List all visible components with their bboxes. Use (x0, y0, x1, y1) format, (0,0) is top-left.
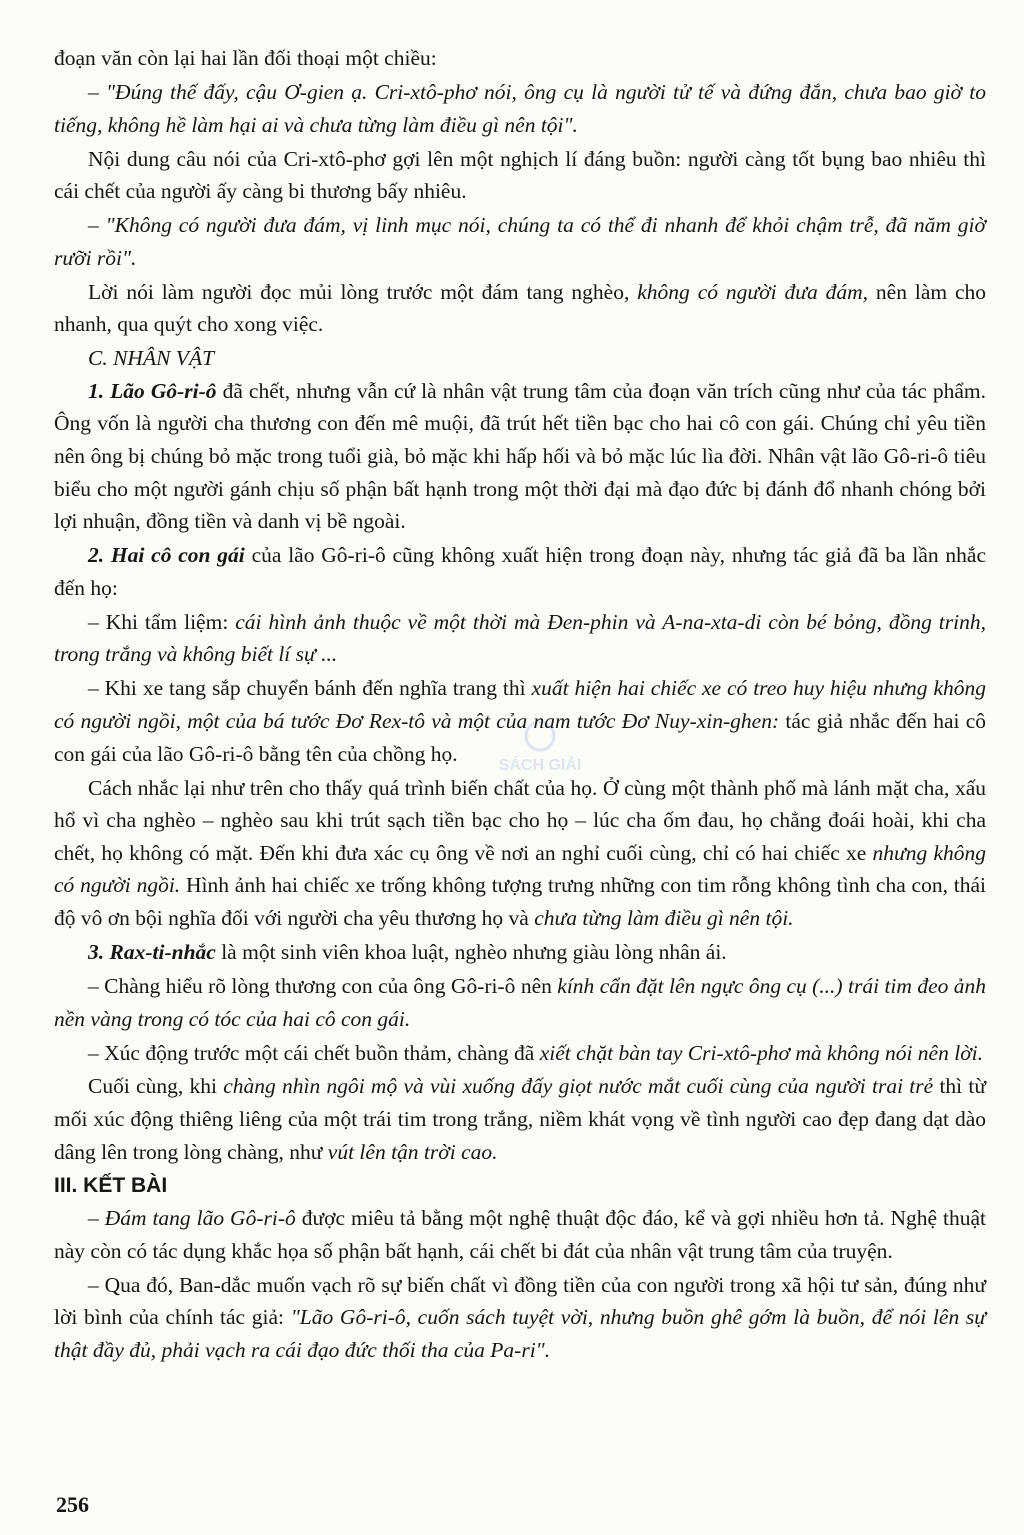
paragraph: Nội dung câu nói của Cri-xtô-phơ gợi lên một nghịch lí đáng buồn: người càng tốt bụng bao nhiêu thì cái chết của người ấy càng bi thương bấy nhiêu. (54, 146, 986, 204)
italic-run: xiết chặt bàn tay Cri-xtô-phơ mà không nói nên lời. (539, 1040, 984, 1065)
text-run: là một sinh viên khoa luật, nghèo nhưng giàu lòng nhân ái. (221, 939, 727, 964)
italic-run: xuất hiện hai chiếc xe có treo huy hiệu nhưng không có người ngồi, một của bá tước Đơ Rex-tô và một của nam tước Đơ Nuy-xin-ghen: (54, 676, 987, 733)
italic-run: vút lên tận trời cao. (327, 1139, 498, 1164)
text-run: Cách nhắc lại như trên cho thấy quá trình biến chất của họ. Ở cùng một thành phố mà lánh mặt cha, xấu hổ vì cha nghèo – nghèo sau khi trút sạch tiền bạc cho họ – lúc cha ốm đau, họ chẳng đoái hoài, khi cha chết, họ không có mặt. Đến khi đưa xác cụ ông về nơi an nghỉ cuối cùng, chỉ có hai chiếc xe (54, 775, 986, 865)
quote-paragraph: – "Đúng thế đấy, cậu Ơ-gien ạ. Cri-xtô-phơ nói, ông cụ là người tử tế và đứng đắn, chưa bao giờ to tiếng, không hề làm hại ai và chưa từng làm điều gì nên tội". (54, 79, 986, 137)
paragraph (54, 1269, 986, 1367)
paragraph (54, 375, 986, 538)
italic-run: "Lão Gô-ri-ô, cuốn sách tuyệt vời, nhưng buồn ghê gớm là buồn, để nói lên sự thật đầy đủ, phải vạch ra cái đạo đức thối tha của Pa-ri". (54, 1305, 986, 1363)
text-run: thì từ mối xúc động thiêng liêng của một trái tim trong trắng, niềm khát vọng về tình người cao đẹp đang dạt dào dâng lên trong lòng chàng, như (54, 1074, 987, 1164)
paragraph: đoạn văn còn lại hai lần đối thoại một chiều: (54, 46, 437, 70)
paragraph (54, 936, 986, 969)
paragraph (54, 276, 986, 341)
text-run: nên làm cho nhanh, qua quýt cho xong việc. (54, 279, 987, 337)
quote-paragraph: – "Không có người đưa đám, vị linh mục nói, chúng ta có thể đi nhanh để khỏi chậm trễ, đã năm giờ rưỡi rồi". (54, 213, 986, 270)
text-run: – Qua đó, Ban-dắc muốn vạch rõ sự biến chất vì đồng tiền của con người trong xã hội tư sản, đúng như lời bình của chính tác giả: (54, 1272, 986, 1330)
subsection-label: 3. Rax-ti-nhắc (88, 939, 216, 964)
text-run: Lời nói làm người đọc mủi lòng trước một đám tang nghèo, (88, 279, 630, 304)
italic-run: nhưng không có người ngồi. (54, 840, 986, 898)
paragraph (54, 606, 986, 671)
text-run: – Chàng hiểu rõ lòng thương con của ông Gô-ri-ô nên (88, 973, 552, 998)
paragraph (54, 1037, 986, 1070)
italic-run: không có người đưa đám, (637, 279, 868, 304)
italic-run: chàng nhìn ngôi mộ và vùi xuống đấy giọt nước mắt cuối cùng của người trai trẻ (223, 1074, 934, 1099)
text-run: – Khi tẩm liệm: (88, 609, 229, 634)
paragraph (54, 772, 986, 935)
italic-run: kính cẩn đặt lên ngực ông cụ (...) trái tim đeo ảnh nền vàng trong có tóc của hai cô con gái. (54, 973, 987, 1031)
text-run: được miêu tả bằng một nghệ thuật độc đáo, kể và gợi nhiều hơn tả. Nghệ thuật này còn có tác dụng khắc họa số phận bất hạnh, cái chết bi đát của nhân vật trung tâm của truyện. (54, 1206, 986, 1263)
text-run: Hình ảnh hai chiếc xe trống không tượng trưng những con tim rỗng không tình cha con, thái độ vô ơn bội nghĩa đối với người cha yêu thương họ và (54, 873, 986, 930)
text-run: – (88, 1206, 99, 1231)
page-number: 256 (56, 1492, 89, 1517)
subsection-label: 2. Hai cô con gái (88, 543, 245, 568)
text-run: của lão Gô-ri-ô cũng không xuất hiện trong đoạn này, nhưng tác giả đã ba lần nhắc đến họ: (54, 543, 986, 600)
paragraph (54, 1070, 986, 1168)
document-page (54, 42, 986, 1368)
section-heading-c: C. NHÂN VẬT (88, 346, 215, 371)
paragraph (54, 1202, 986, 1267)
paragraph (54, 672, 986, 770)
text-run: – Khi xe tang sắp chuyển bánh đến nghĩa trang thì (88, 676, 526, 701)
paragraph (54, 970, 986, 1035)
italic-run: chưa từng làm điều gì nên tội. (534, 905, 794, 930)
text-run: đã chết, nhưng vẫn cứ là nhân vật trung tâm của đoạn văn trích cũng như của tác phẩm. Ông vốn là người cha thương con đến mê muội, đã trút hết tiền bạc cho hai cô con gái. Chúng chỉ yêu tiền nên ông bị chúng bỏ mặc trong tuổi già, bỏ mặc khi hấp hối và bỏ mặc lúc lìa đời. Nhân vật lão Gô-ri-ô tiêu biểu cho một người gánh chịu số phận bất hạnh trong một thời đại mà đạo đức bị đánh đổ nhanh chóng bởi lợi nhuận, đồng tiền và danh vị bề ngoài. (54, 378, 987, 534)
watermark-text: SÁCH GIẢI (498, 757, 582, 774)
subsection-label: 1. Lão Gô-ri-ô (88, 378, 217, 403)
paragraph (54, 539, 986, 604)
text-run: – Xúc động trước một cái chết buồn thảm, chàng đã (88, 1040, 535, 1065)
italic-run: Đám tang lão Gô-ri-ô (104, 1206, 296, 1231)
section-heading-iii: III. KẾT BÀI (54, 1173, 168, 1197)
text-run: Cuối cùng, khi (88, 1074, 217, 1099)
text-run: tác giả nhắc đến hai cô con gái của lão Gô-ri-ô bằng tên của chồng họ. (54, 709, 986, 766)
italic-run: cái hình ảnh thuộc về một thời mà Đen-phin và A-na-xta-di còn bé bỏng, đồng trinh, trong trắng và không biết lí sự ... (54, 609, 986, 667)
